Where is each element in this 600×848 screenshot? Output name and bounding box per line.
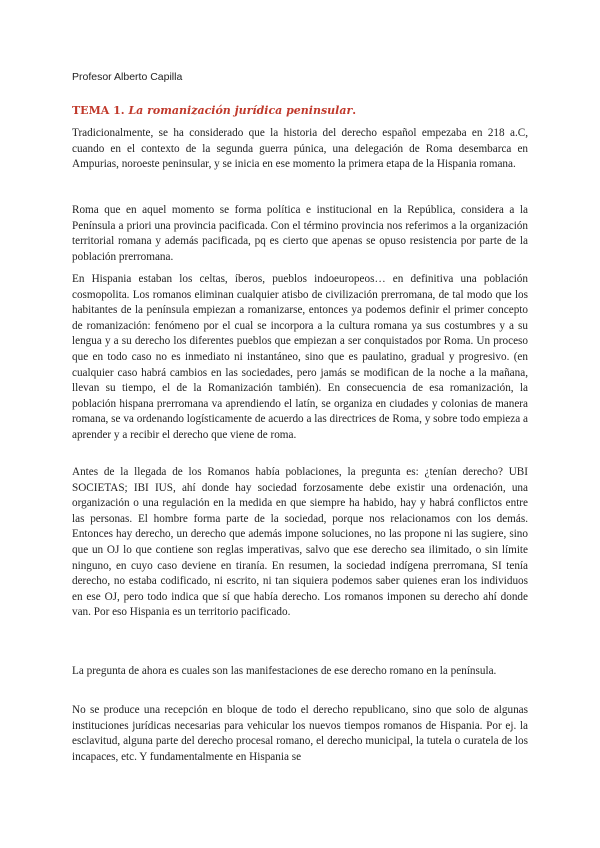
paragraph-romanizacion: En Hispania estaban los celtas, íberos, pueblos indoeuropeos… en definitiva una población cosmopolita. Los romanos eliminan cualquier atisbo de civilización prerromana, de tal modo que los habitantes de la península empiezan a romanizarse, entonces ya podemos definir el primer concepto de romanización: fenómeno por el cual se incorpora a la cultura romana ya sus costumbres y a su lengua y a su derecho los diferentes pueblos que empiezan a ser conquistados por Roma. Un proceso que en todo caso no es inmediato ni instantáneo, sino que es paulatino, gradual y progresivo. (en cualquier caso habrá cambios en las sociedades, pero jamás se modifican de la noche a la mañana, llevan su tiempo, el de la Romanización también). En consecuencia de esa romanización, la población hispana prerromana va aprendiendo el latín, se organiza en ciudades y colonias de manera romana, se va ordenando logísticamente de acuerdo a las directrices de Roma, y sobre todo empieza a aprender y a recibir el derecho que viene de roma. <box>72 273 528 441</box>
title-topic: La romanización jurídica peninsular <box>128 104 353 117</box>
paragraph-republica: Roma que en aquel momento se forma política e institucional en la República, considera a la Península a priori una provincia pacificada. Con el término provincia nos referimos a la organización territorial romana y además pacificada, pq es cierto que apenas se opuso resistencia por parte de la población prerromana. <box>72 204 528 263</box>
paragraph-derecho-prerromano: Antes de la llegada de los Romanos había poblaciones, la pregunta es: ¿tenían derecho? UBI SOCIETAS; IBI IUS, ahí donde hay sociedad forzosamente debe existir una ordenación, una organización o una regulación en la medida en que siempre ha habido, hay y habrá conflictos entre las personas. El hombre forma parte de la sociedad, porque nos relacionamos con los demás. Entonces hay derecho, un derecho que además impone soluciones, no las propone ni las sugiere, sino que un OJ lo que contiene son reglas imperativas, salvo que ese derecho sea ilimitado, o sin límite ninguno, en cuyo caso deviene en tiranía. En resumen, la sociedad indígena prerromana, SI tenía derecho, no estaba codificado, ni escrito, ni tan siquiera podemos saber quienes eran los individuos en ese OJ, pero todo indica que sí que había derecho. Los romanos imponen su derecho ahí donde van. Por eso Hispania es un territorio pacificado. <box>72 466 528 619</box>
paragraph-recepcion: No se produce una recepción en bloque de todo el derecho republicano, sino que solo de algunas instituciones jurídicas necesarias para vehicular los nuevos tiempos romanos de Hispania. Por ej. la esclavitud, alguna parte del derecho procesal romano, el derecho municipal, la tutela o curatela de los incapaces, etc. Y fundamentalmente en Hispania se <box>72 704 528 763</box>
title-suffix: . <box>352 104 357 117</box>
document-title <box>72 104 356 117</box>
paragraph-intro: Tradicionalmente, se ha considerado que la historia del derecho español empezaba en 218 a.C, cuando en el contexto de la segunda guerra púnica, una delegación de Roma desembarca en Ampurias, noroeste peninsular, y se inicia en ese momento la primera etapa de la Hispania romana. <box>72 127 528 171</box>
title-prefix: TEMA 1. <box>72 104 125 117</box>
author-name: Profesor Alberto Capilla <box>72 71 183 83</box>
paragraph-pregunta: La pregunta de ahora es cuales son las manifestaciones de ese derecho romano en la península. <box>72 665 497 677</box>
